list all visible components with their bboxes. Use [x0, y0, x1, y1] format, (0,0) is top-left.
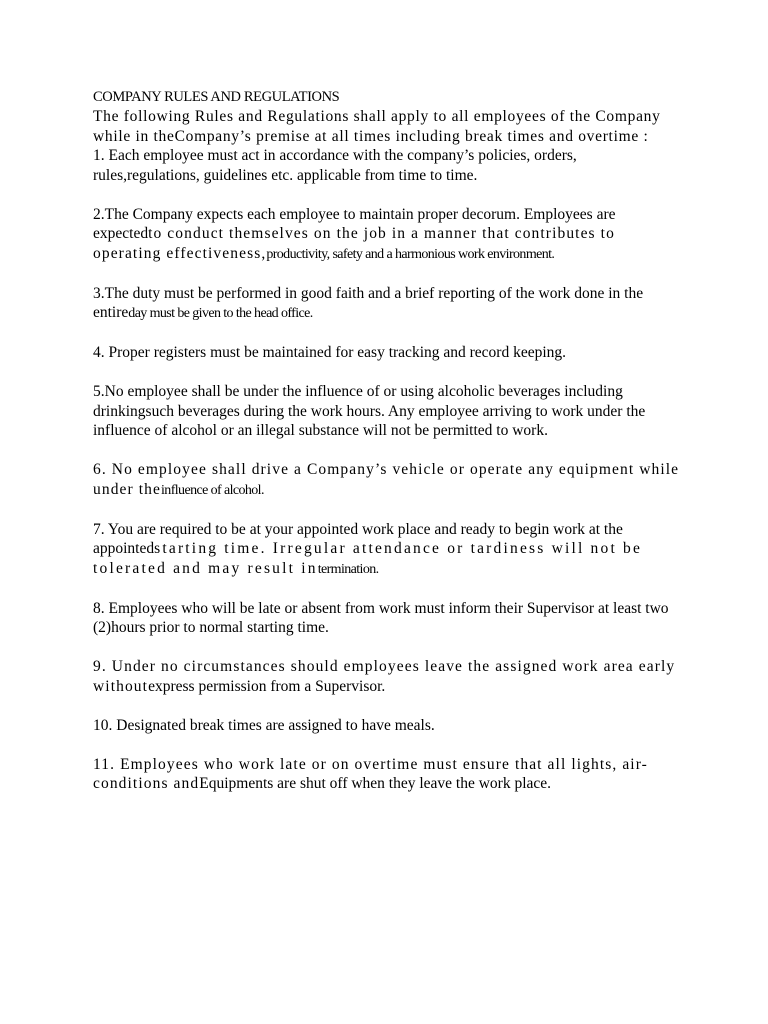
- rule-8: [93, 599, 683, 638]
- rule-11: [93, 755, 683, 794]
- rule-5-text-a: 5.No employee shall be under the influence of or using alcoholic beverages including drinking: [93, 383, 623, 420]
- rule-9-text-b: express permission from a Supervisor.: [148, 677, 386, 695]
- rule-6-text-b: influence of alcohol.: [161, 482, 264, 498]
- rule-7-text-b: starting time. Irregular attendance or tardiness will not be tolerated and may result in: [93, 540, 643, 577]
- rule-11-text-b: Equipments are shut off when they leave the work place.: [199, 775, 552, 792]
- rule-10-text: 10. Designated break times are assigned to have meals.: [93, 716, 435, 734]
- rule-2: [93, 205, 683, 265]
- rule-7-text-a: 7. You are required to be at your appointed work place and ready to begin work at the appointed: [93, 520, 623, 557]
- rule-5-text-b: such beverages during the work hours. Any employee arriving to work under the influence of alcohol or an illegal substance will not be permitted to work.: [93, 402, 646, 439]
- rule-1: [93, 146, 683, 185]
- rule-2-text-c: productivity, safety and a harmonious work environment.: [266, 246, 555, 262]
- rule-3: [93, 284, 683, 324]
- rule-5: [93, 382, 683, 441]
- document-title: COMPANY RULES AND REGULATIONS: [93, 89, 340, 105]
- rule-6: [93, 460, 683, 500]
- rule-11-text-a: 11. Employees who work late or on overtime must ensure that all lights, air-conditions and: [93, 755, 648, 792]
- intro-paragraph: The following Rules and Regulations shall apply to all employees of the Company while in theCompany’s premise at all times including break times and overtime :: [93, 108, 661, 145]
- rule-2-text-a: 2.The Company expects each employee to maintain proper decorum. Employees are expected: [93, 205, 616, 242]
- rule-10: [93, 716, 683, 736]
- rule-7: [93, 520, 683, 580]
- rule-7-text-c: termination.: [317, 561, 379, 577]
- rule-2-text-b: to conduct themselves on the job in a manner that contributes to operating effectiveness,: [93, 225, 615, 262]
- rule-1-text: 1. Each employee must act in accordance with the company’s policies, orders, rules,regulations, guidelines etc. applicable from time to time.: [93, 147, 577, 184]
- rule-9-text-a: 9. Under no circumstances should employees leave the assigned work area early without: [93, 658, 676, 695]
- rule-9: [93, 657, 683, 696]
- rule-8-text: 8. Employees who will be late or absent from work must inform their Supervisor at least two (2)hours prior to normal starting time.: [93, 599, 669, 636]
- rule-4-text: 4. Proper registers must be maintained for easy tracking and record keeping.: [93, 344, 567, 361]
- rule-6-text-a: 6. No employee shall drive a Company’s vehicle or operate any equipment while under the: [93, 461, 680, 498]
- rule-3-text-a: 3.The duty must be performed in good faith and a brief reporting of the work done in the entire: [93, 284, 644, 321]
- rule-4: [93, 343, 683, 363]
- document-page: [93, 88, 683, 813]
- rule-3-text-b: day must be given to the head office.: [128, 306, 313, 321]
